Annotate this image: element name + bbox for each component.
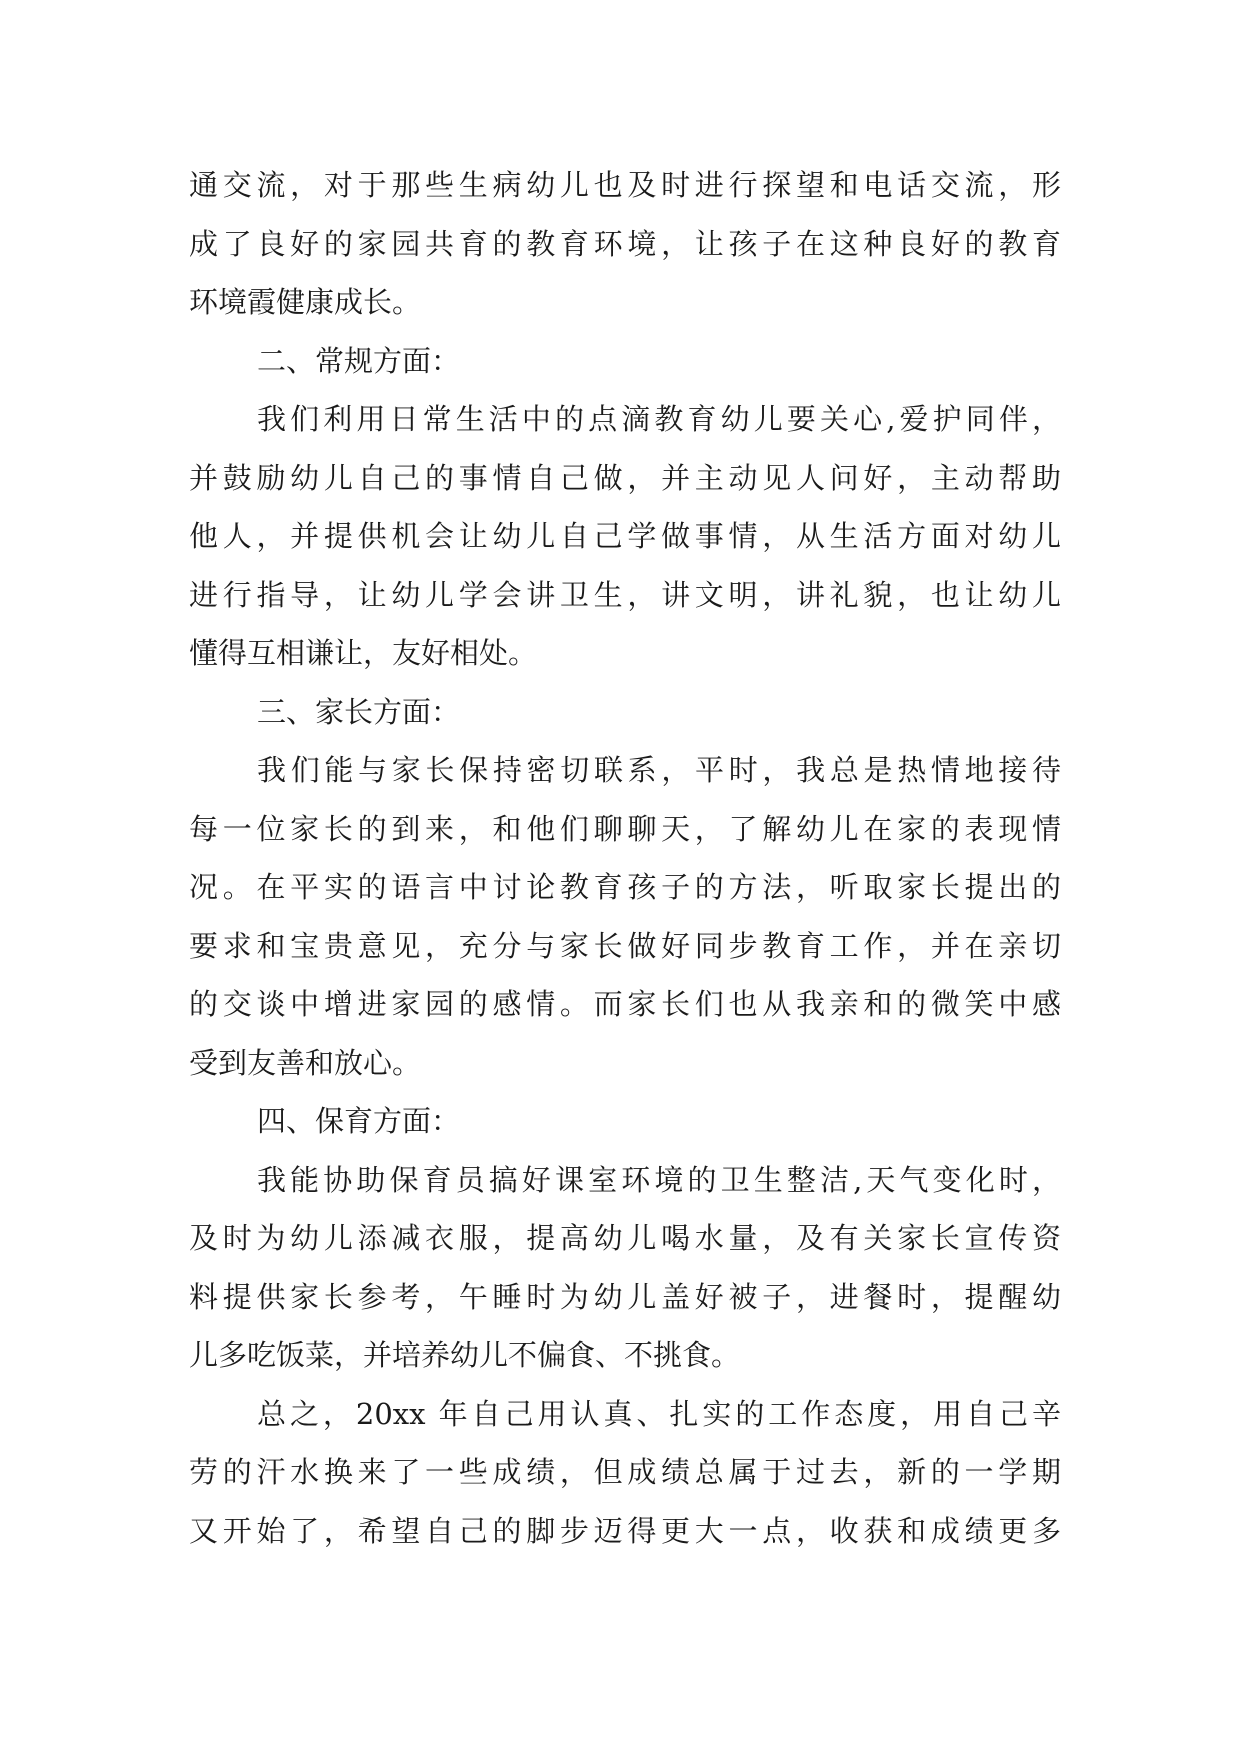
paragraph-line: 进行指导，让幼儿学会讲卫生，讲文明，讲礼貌，也让幼儿 [189,577,1061,612]
paragraph-line: 我们利用日常生活中的点滴教育幼儿要关心,爱护同伴， [257,402,1061,436]
paragraph-line: 总之，20xx 年自己用认真、扎实的工作态度，用自己辛 [257,1396,1061,1431]
paragraph-line: 儿多吃饭菜，并培养幼儿不偏食、不挑食。 [189,1338,741,1372]
paragraph-line: 懂得互相谦让，友好相处。 [189,636,538,670]
paragraph-line: 受到友善和放心。 [189,1045,422,1080]
section-heading-care: 四、保育方面： [257,1104,461,1138]
section-heading-parents: 三、家长方面： [257,694,461,729]
document-body [189,156,1061,1560]
paragraph-line: 我们能与家长保持密切联系，平时，我总是热情地接待 [257,753,1061,787]
paragraph-line: 要求和宝贵意见，充分与家长做好同步教育工作，并在亲切 [189,928,1061,963]
paragraph-line: 及时为幼儿添减衣服，提高幼儿喝水量，及有关家长宣传资 [189,1221,1061,1255]
paragraph-line: 他人，并提供机会让幼儿自己学做事情，从生活方面对幼儿 [189,519,1061,553]
paragraph-line: 通交流，对于那些生病幼儿也及时进行探望和电话交流，形 [189,168,1061,202]
paragraph-line: 并鼓励幼儿自己的事情自己做，并主动见人问好，主动帮助 [189,460,1061,495]
paragraph-line: 又开始了，希望自己的脚步迈得更大一点，收获和成绩更多 [189,1513,1061,1548]
paragraph-line: 成了良好的家园共育的教育环境，让孩子在这种良好的教育 [189,226,1061,261]
section-heading-routine: 二、常规方面： [257,343,461,378]
paragraph-line: 我能协助保育员搞好课室环境的卫生整洁,天气变化时， [257,1162,1061,1197]
paragraph-line: 况。在平实的语言中讨论教育孩子的方法，听取家长提出的 [189,870,1061,904]
paragraph-line: 料提供家长参考，午睡时为幼儿盖好被子，进餐时，提醒幼 [189,1279,1061,1314]
paragraph-line: 的交谈中增进家园的感情。而家长们也从我亲和的微笑中感 [189,987,1061,1021]
paragraph-line: 劳的汗水换来了一些成绩，但成绩总属于过去，新的一学期 [189,1455,1061,1489]
paragraph-line: 环境霞健康成长。 [189,285,422,319]
paragraph-line: 每一位家长的到来，和他们聊聊天，了解幼儿在家的表现情 [189,811,1061,846]
